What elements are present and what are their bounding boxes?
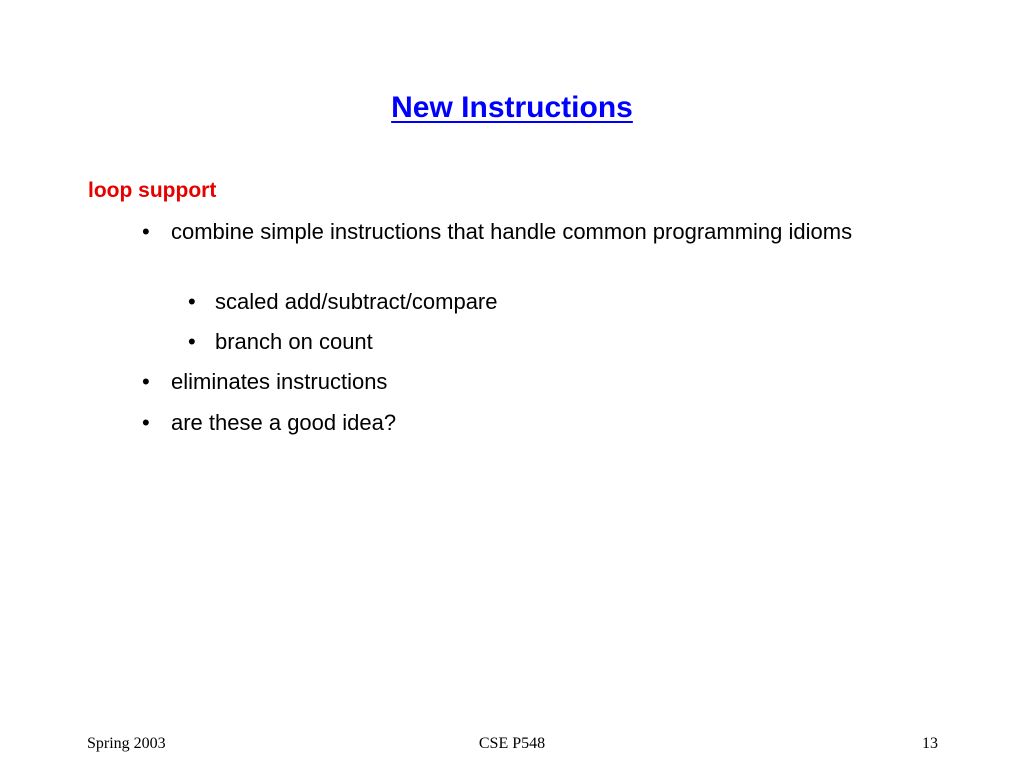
bullet-text: scaled add/subtract/compare bbox=[215, 289, 498, 314]
slide-title bbox=[0, 88, 1024, 128]
bullet-text: branch on count bbox=[215, 329, 373, 354]
section-heading: loop support bbox=[88, 179, 217, 202]
bullet-text: are these a good idea? bbox=[171, 410, 397, 435]
sub-bullet-item bbox=[188, 326, 788, 358]
footer-date: Spring 2003 bbox=[87, 735, 166, 752]
footer-course: CSE P548 bbox=[478, 735, 546, 752]
bullet-text: combine simple instructions that handle common programming idioms bbox=[171, 219, 853, 244]
sub-bullet-item bbox=[188, 286, 788, 318]
bullet-glyph: • bbox=[142, 219, 150, 244]
bullet-text: eliminates instructions bbox=[171, 369, 388, 394]
footer-page-number: 13 bbox=[922, 735, 938, 752]
bullet-item bbox=[142, 407, 842, 439]
bullet-glyph: • bbox=[188, 289, 196, 314]
bullet-item bbox=[142, 216, 902, 248]
bullet-item bbox=[142, 366, 842, 398]
bullet-glyph: • bbox=[188, 329, 196, 354]
bullet-glyph: • bbox=[142, 369, 150, 394]
bullet-glyph: • bbox=[142, 410, 150, 435]
slide-title-link[interactable]: New Instructions bbox=[391, 91, 633, 124]
